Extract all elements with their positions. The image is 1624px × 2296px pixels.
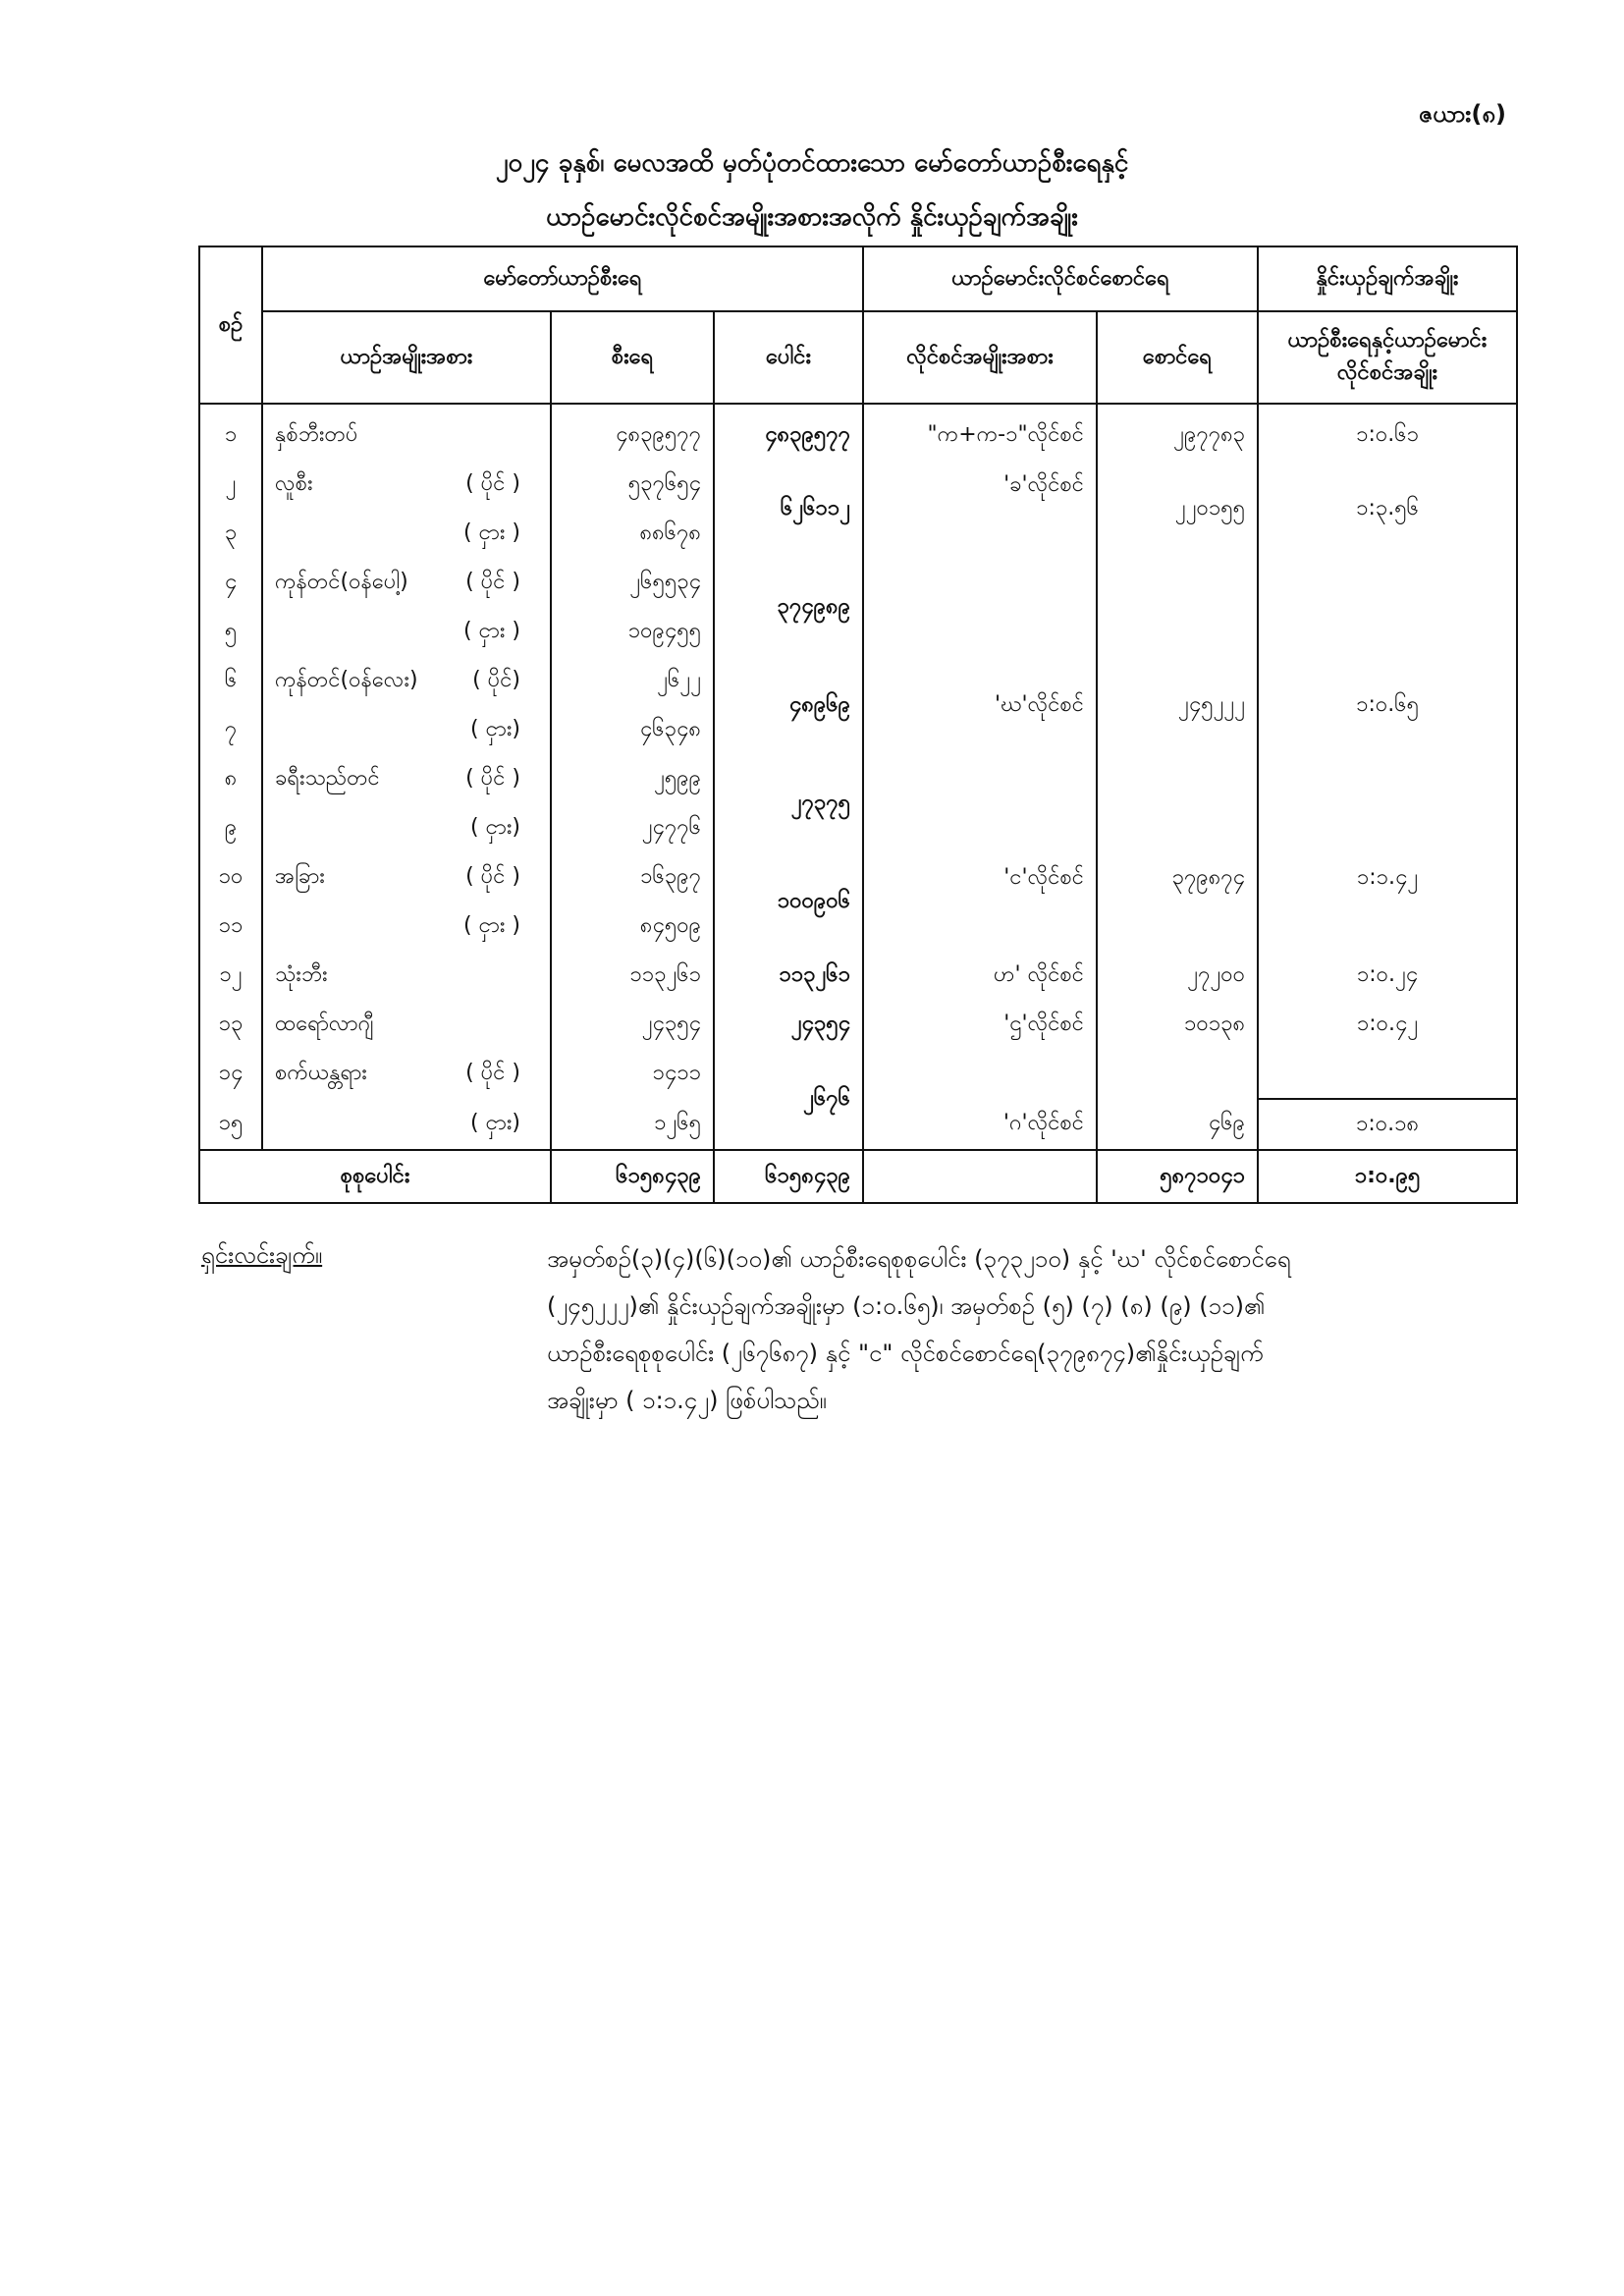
row-license-count: ၄၆၉ — [1097, 1099, 1258, 1150]
row-license-type: 'ခ'လိုင်စင် — [863, 460, 1097, 558]
row-license-type: 'ဃ'လိုင်စင် — [863, 558, 1097, 852]
table-row — [199, 1049, 1517, 1099]
row-count: ၂၅၉၉ — [551, 754, 714, 803]
table-row — [199, 1000, 1517, 1049]
vehicle-type-label: အခြား — [275, 863, 325, 889]
row-license-type — [863, 1049, 1097, 1099]
total-license-count: ၅၈၇၁၀၄၁ — [1097, 1150, 1258, 1203]
vehicle-type-label: လူစီး — [275, 470, 313, 496]
row-vehicle-type — [262, 656, 551, 705]
ownership-label: ( ငှား ) — [463, 618, 520, 643]
table-row — [199, 558, 1517, 607]
row-vehicle-type — [262, 803, 551, 852]
row-vehicle-type — [262, 558, 551, 607]
total-license-type-empty — [863, 1150, 1097, 1203]
row-count: ၅၃၇၆၅၄ — [551, 460, 714, 509]
header-count: စီးရေ — [551, 311, 714, 404]
row-no: ၈ — [199, 754, 262, 803]
row-no: ၁ — [199, 404, 262, 460]
row-vehicle-type — [262, 852, 551, 902]
row-total: ၂၆၇၆ — [714, 1049, 863, 1150]
row-no: ၅ — [199, 607, 262, 656]
row-license-count: ၃၇၉၈၇၄ — [1097, 852, 1258, 951]
ownership-label: ( ပိုင် ) — [465, 569, 520, 594]
row-license-type: ဟ' လိုင်စင် — [863, 951, 1097, 1000]
ownership-label: ( ပိုင် ) — [465, 863, 520, 889]
vehicle-type-label: ကုန်တင်(ဝန်လေး) — [275, 667, 418, 692]
comparison-table — [198, 246, 1518, 1204]
ownership-label: ( ပိုင် ) — [465, 765, 520, 791]
row-ratio: ၁:၀.၄၂ — [1258, 1000, 1517, 1049]
row-total: ၆၂၆၁၁၂ — [714, 460, 863, 558]
row-no: ၁၅ — [199, 1099, 262, 1150]
row-ratio: ၁:၀.၁၈ — [1258, 1099, 1517, 1150]
row-count: ၄၆၃၄၈ — [551, 705, 714, 754]
row-no: ၁၂ — [199, 951, 262, 1000]
row-count: ၈၄၅၀၉ — [551, 902, 714, 951]
row-count: ၁၂၆၅ — [551, 1099, 714, 1150]
ownership-label: ( ပိုင် ) — [465, 1061, 520, 1085]
header-vehicle-type: ယာဉ်အမျိုးအစား — [262, 311, 551, 404]
table-row — [199, 852, 1517, 902]
row-no: ၁၃ — [199, 1000, 262, 1049]
row-vehicle-type — [262, 607, 551, 656]
row-count: ၄၈၃၉၅၇၇ — [551, 404, 714, 460]
row-ratio: ၁:၀.၆၁ — [1258, 404, 1517, 460]
row-count: ၂၆၂၂ — [551, 656, 714, 705]
note-label: ရှင်းလင်းချက်။ — [201, 1241, 323, 1269]
total-label: စုစုပေါင်း — [199, 1150, 551, 1203]
vehicle-type-label: စက်ယန္တရား — [275, 1061, 367, 1085]
page-title-line-2: ယာဉ်မောင်းလိုင်စင်အမျိုးအစားအလိုက် နှိုင်းယှဉ်ချက်အချိုး — [546, 202, 1078, 232]
row-license-type: 'င'လိုင်စင် — [863, 852, 1097, 951]
row-license-type: 'ဂ'လိုင်စင် — [863, 1099, 1097, 1150]
vehicle-type-label: နှစ်ဘီးတပ် — [275, 421, 358, 447]
header-license-group: ယာဉ်မောင်းလိုင်စင်စောင်ရေ — [863, 246, 1258, 311]
header-license-count: စောင်ရေ — [1097, 311, 1258, 404]
table-row — [199, 951, 1517, 1000]
row-no: ၄ — [199, 558, 262, 607]
vehicle-type-label: ကုန်တင်(ဝန်ပေါ့) — [275, 569, 408, 594]
row-no: ၁၀ — [199, 852, 262, 902]
row-ratio: ၁:၀.၆၅ — [1258, 558, 1517, 852]
ownership-label: ( ငှား) — [470, 1111, 520, 1135]
row-license-count: ၂၄၅၂၂၂ — [1097, 558, 1258, 852]
ownership-label: ( ငှား ) — [463, 519, 520, 545]
row-vehicle-type — [262, 1099, 551, 1150]
row-no: ၉ — [199, 803, 262, 852]
row-vehicle-type — [262, 404, 551, 460]
row-vehicle-type — [262, 902, 551, 951]
row-total: ၁၁၃၂၆၁ — [714, 951, 863, 1000]
header-vehicles-group: မော်တော်ယာဉ်စီးရေ — [262, 246, 863, 311]
table-row — [199, 460, 1517, 509]
row-no: ၁၁ — [199, 902, 262, 951]
note-line: ယာဉ်စီးရေစုစုပေါင်း (၂၆၇၆၈၇) နှင့် "င" လိုင်စင်စောင်ရေ(၃၇၉၈၇၄)၏နှိုင်းယှဉ်ချက် — [547, 1339, 1264, 1367]
row-vehicle-type — [262, 951, 551, 1000]
row-no: ၆ — [199, 656, 262, 705]
ownership-label: ( ပိုင်) — [472, 667, 520, 692]
row-total: ၂၇၃၇၅ — [714, 754, 863, 852]
row-vehicle-type — [262, 754, 551, 803]
row-vehicle-type — [262, 1000, 551, 1049]
row-license-count: ၂၂၀၁၅၅ — [1097, 460, 1258, 558]
row-count: ၁၄၁၁ — [551, 1049, 714, 1099]
total-ratio: ၁:၀.၉၅ — [1258, 1150, 1517, 1203]
row-ratio — [1258, 1049, 1517, 1099]
row-no: ၃ — [199, 509, 262, 558]
ownership-label: ( ပိုင် ) — [465, 470, 520, 496]
row-license-type: 'ဌ'လိုင်စင် — [863, 1000, 1097, 1049]
note-body — [547, 1235, 1431, 1424]
table-row — [199, 404, 1517, 460]
row-license-type: "က+က-၁"လိုင်စင် — [863, 404, 1097, 460]
row-ratio: ၁:၀.၂၄ — [1258, 951, 1517, 1000]
row-ratio: ၁:၃.၅၆ — [1258, 460, 1517, 558]
row-count: ၂၄၃၅၄ — [551, 1000, 714, 1049]
annex-label: ဇယား(၈) — [1418, 100, 1506, 128]
vehicle-type-label: ခရီးသည်တင် — [275, 765, 380, 791]
page-title-line-1: ၂၀၂၄ ခုနှစ်၊ မေလအထိ မှတ်ပုံတင်ထားသော မော်တော်ယာဉ်စီးရေနှင့် — [495, 148, 1129, 178]
row-total: ၄၈၉၆၉ — [714, 656, 863, 754]
total-count: ၆၁၅၈၄၃၉ — [551, 1150, 714, 1203]
row-count: ၈၈၆၇၈ — [551, 509, 714, 558]
header-ratio: ယာဉ်စီးရေနှင့်ယာဉ်မောင်းလိုင်စင်အချိုး — [1258, 311, 1517, 404]
row-license-count — [1097, 1049, 1258, 1099]
header-ratio-group: နှိုင်းယှဉ်ချက်အချိုး — [1258, 246, 1517, 311]
row-vehicle-type — [262, 705, 551, 754]
row-total: ၂၄၃၅၄ — [714, 1000, 863, 1049]
ownership-label: ( ငှား) — [470, 814, 520, 840]
row-vehicle-type — [262, 460, 551, 509]
total-total: ၆၁၅၈၄၃၉ — [714, 1150, 863, 1203]
row-count: ၂၄၇၇၆ — [551, 803, 714, 852]
note-line: (၂၄၅၂၂၂)၏ နှိုင်းယှဉ်ချက်အချိုးမှာ (၁:၀.၆၅)၊ အမှတ်စဉ် (၅) (၇) (၈) (၉) (၁၁)၏ — [547, 1292, 1266, 1320]
row-count: ၁၆၃၉၇ — [551, 852, 714, 902]
header-no: စဉ် — [199, 246, 262, 404]
vehicle-type-label: သုံးဘီး — [275, 961, 328, 987]
row-total: ၄၈၃၉၅၇၇ — [714, 404, 863, 460]
ownership-label: ( ငှား) — [470, 716, 520, 741]
header-total: ပေါင်း — [714, 311, 863, 404]
row-no: ၇ — [199, 705, 262, 754]
row-license-count: ၁၀၁၃၈ — [1097, 1000, 1258, 1049]
note-line: အမှတ်စဉ်(၃)(၄)(၆)(၁၀)၏ ယာဉ်စီးရေစုစုပေါင်း (၃၇၃၂၁၀) နှင့် 'ဃ' လိုင်စင်စောင်ရေ — [547, 1245, 1291, 1273]
row-ratio: ၁:၁.၄၂ — [1258, 852, 1517, 951]
row-license-count: ၂၉၇၇၈၃ — [1097, 404, 1258, 460]
row-count: ၂၆၅၅၃၄ — [551, 558, 714, 607]
row-license-count: ၂၇၂၀၀ — [1097, 951, 1258, 1000]
row-no: ၂ — [199, 460, 262, 509]
row-vehicle-type — [262, 509, 551, 558]
header-license-type: လိုင်စင်အမျိုးအစား — [863, 311, 1097, 404]
row-vehicle-type — [262, 1049, 551, 1099]
row-no: ၁၄ — [199, 1049, 262, 1099]
note-line: အချိုးမှာ ( ၁:၁.၄၂) ဖြစ်ပါသည်။ — [547, 1387, 827, 1414]
row-total: ၁၀၀၉၀၆ — [714, 852, 863, 951]
row-count: ၁၀၉၄၅၅ — [551, 607, 714, 656]
table-total-row — [199, 1150, 1517, 1203]
row-count: ၁၁၃၂၆၁ — [551, 951, 714, 1000]
vehicle-type-label: ထရော်လာဂျီ — [275, 1011, 374, 1036]
row-total: ၃၇၄၉၈၉ — [714, 558, 863, 656]
ownership-label: ( ငှား ) — [463, 912, 520, 938]
